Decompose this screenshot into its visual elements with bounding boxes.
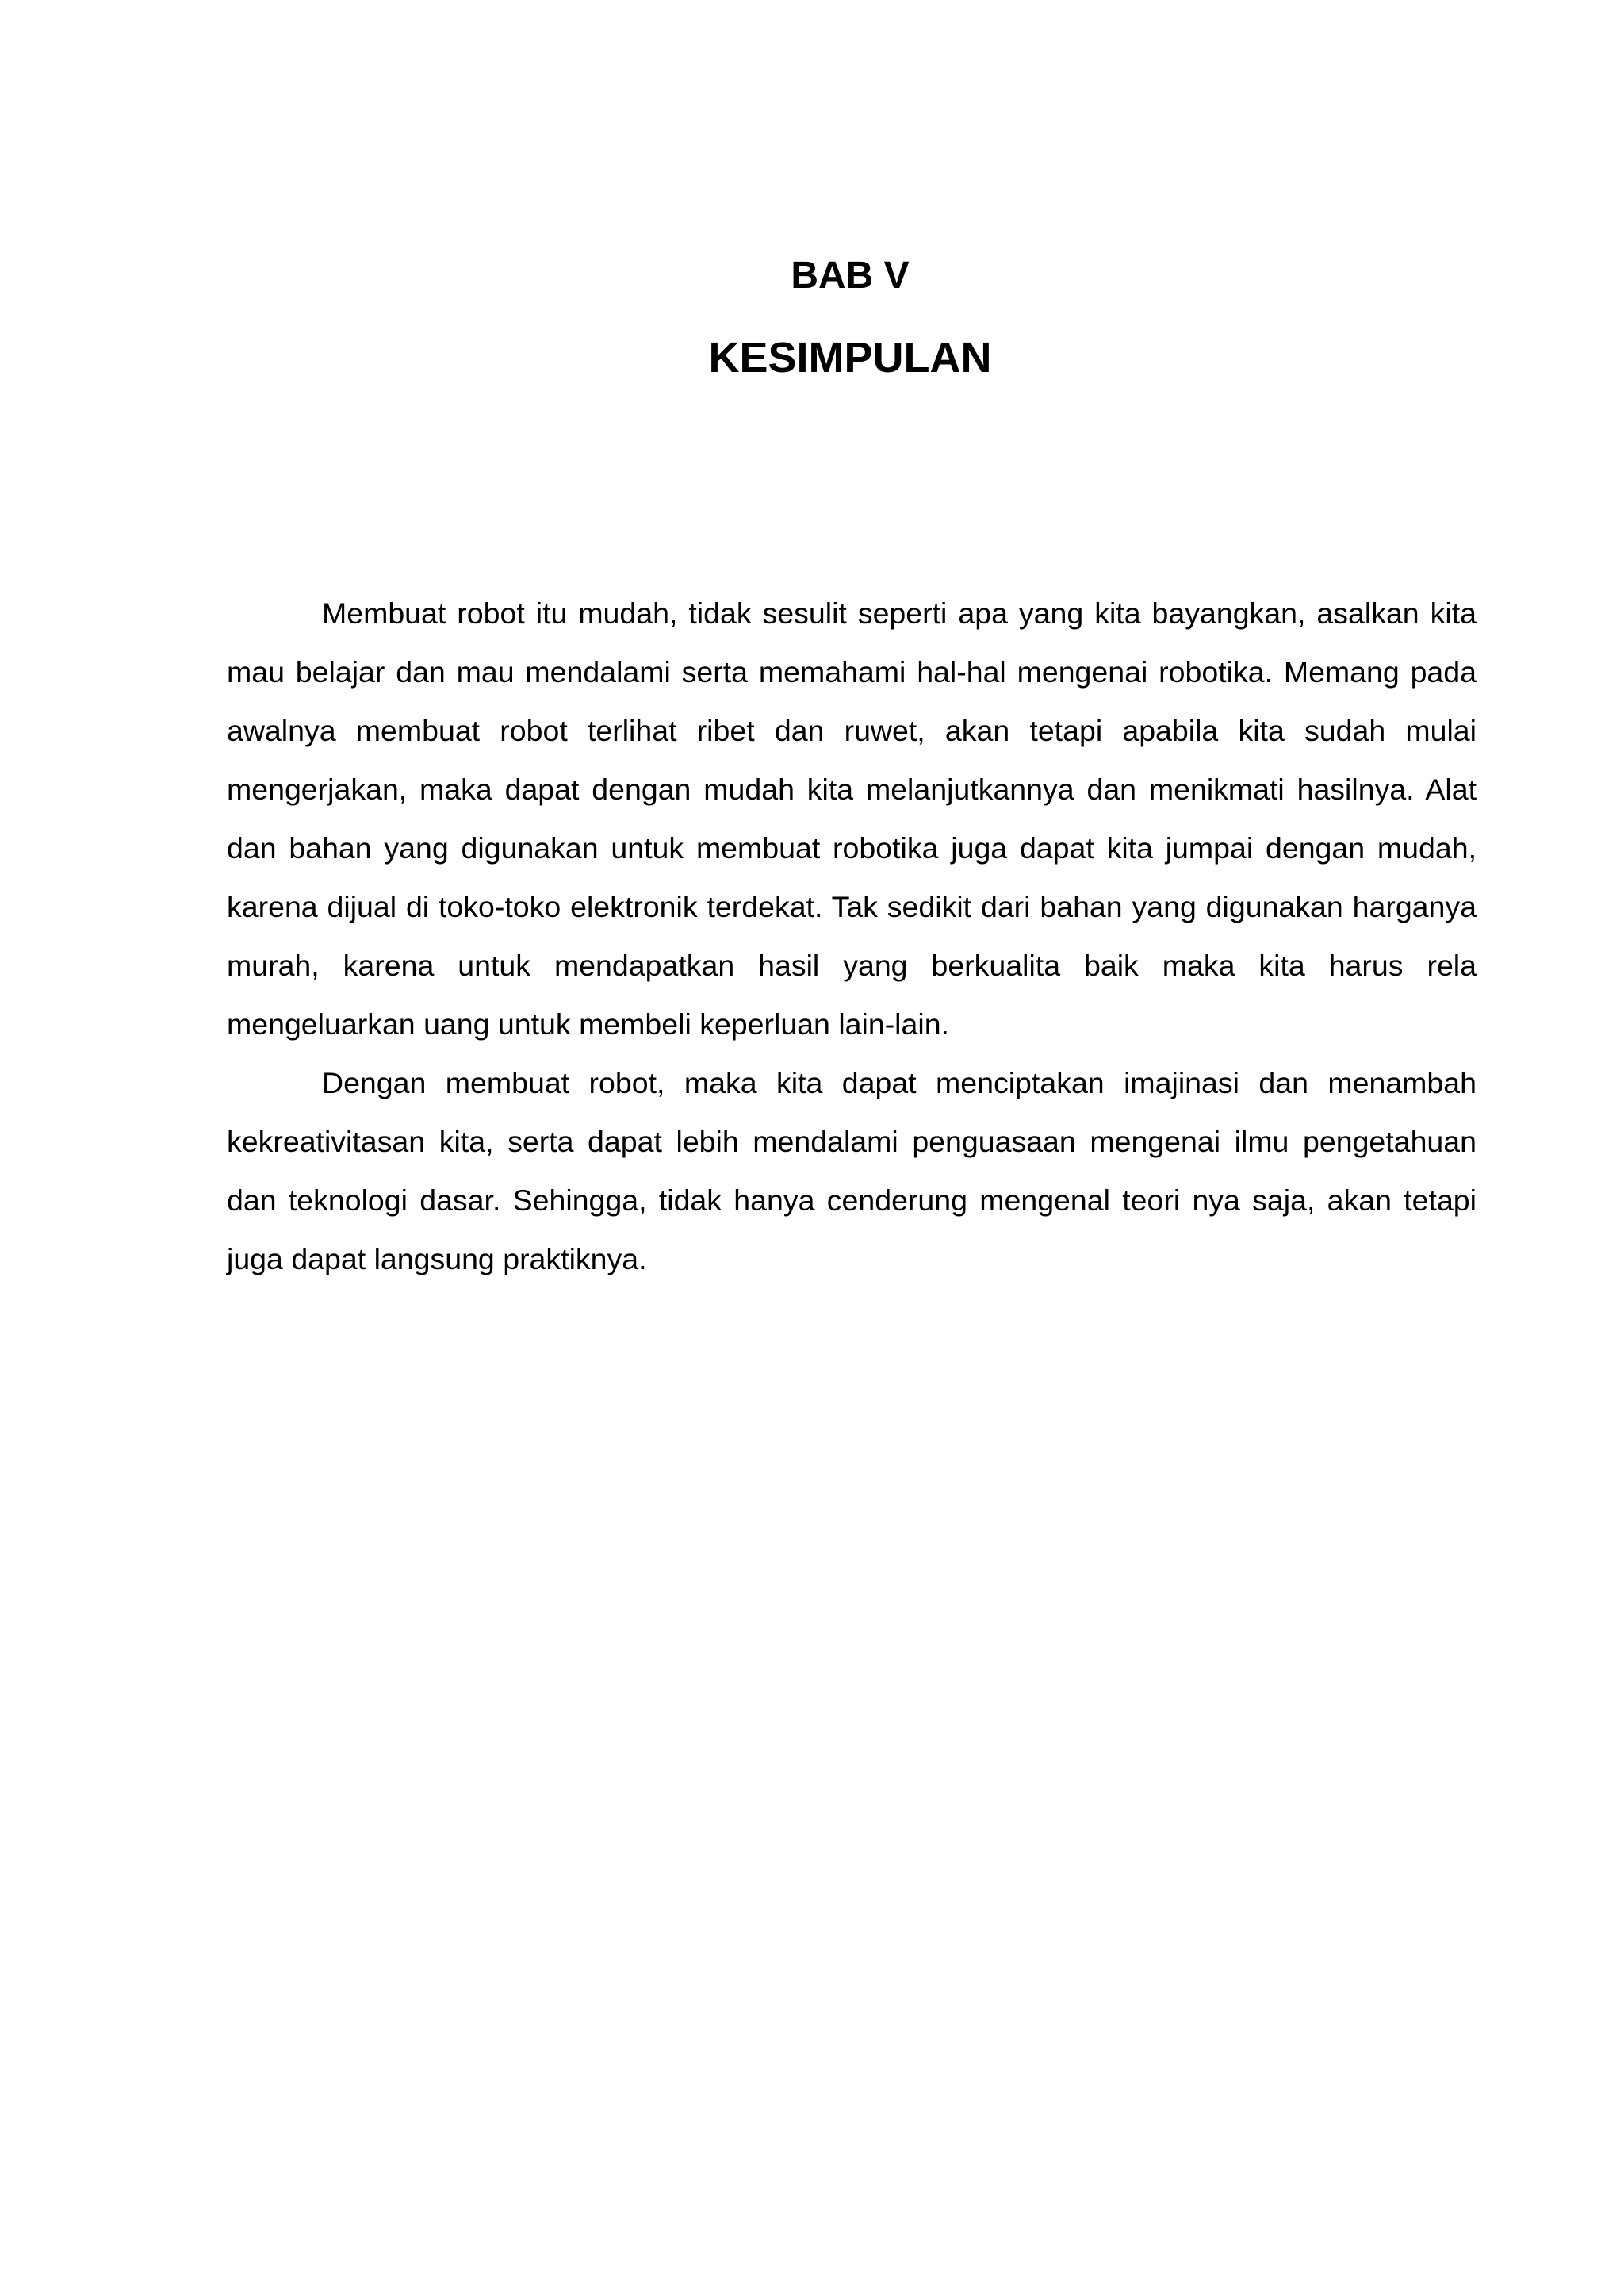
chapter-label: BAB V (791, 255, 910, 297)
paragraph-2: Dengan membuat robot, maka kita dapat menciptakan imajinasi dan menambah kekreativitasan kita, serta dapat lebih mendalami penguasaan mengenai ilmu pengetahuan dan teknologi dasar. Sehingga, tidak hanya cenderung mengenal teori nya saja, akan tetapi juga dapat langsung praktiknya. (227, 1066, 1477, 1275)
chapter-title: KESIMPULAN (708, 334, 992, 382)
paragraph-1: Membuat robot itu mudah, tidak sesulit seperti apa yang kita bayangkan, asalkan kita mau belajar dan mau mendalami serta memahami hal-hal mengenai robotika. Memang pada awalnya membuat robot terlihat ribet dan ruwet, akan tetapi apabila kita sudah mulai mengerjakan, maka dapat dengan mudah kita melanjutkannya dan menikmati hasilnya. Alat dan bahan yang digunakan untuk membuat robotika juga dapat kita jumpai dengan mudah, karena dijual di toko-toko elektronik terdekat. Tak sedikit dari bahan yang digunakan harganya murah, karena untuk mendapatkan hasil yang berkualita baik maka kita harus rela mengeluarkan uang untuk membeli keperluan lain-lain. (227, 596, 1477, 1041)
body-text (227, 584, 1477, 1288)
